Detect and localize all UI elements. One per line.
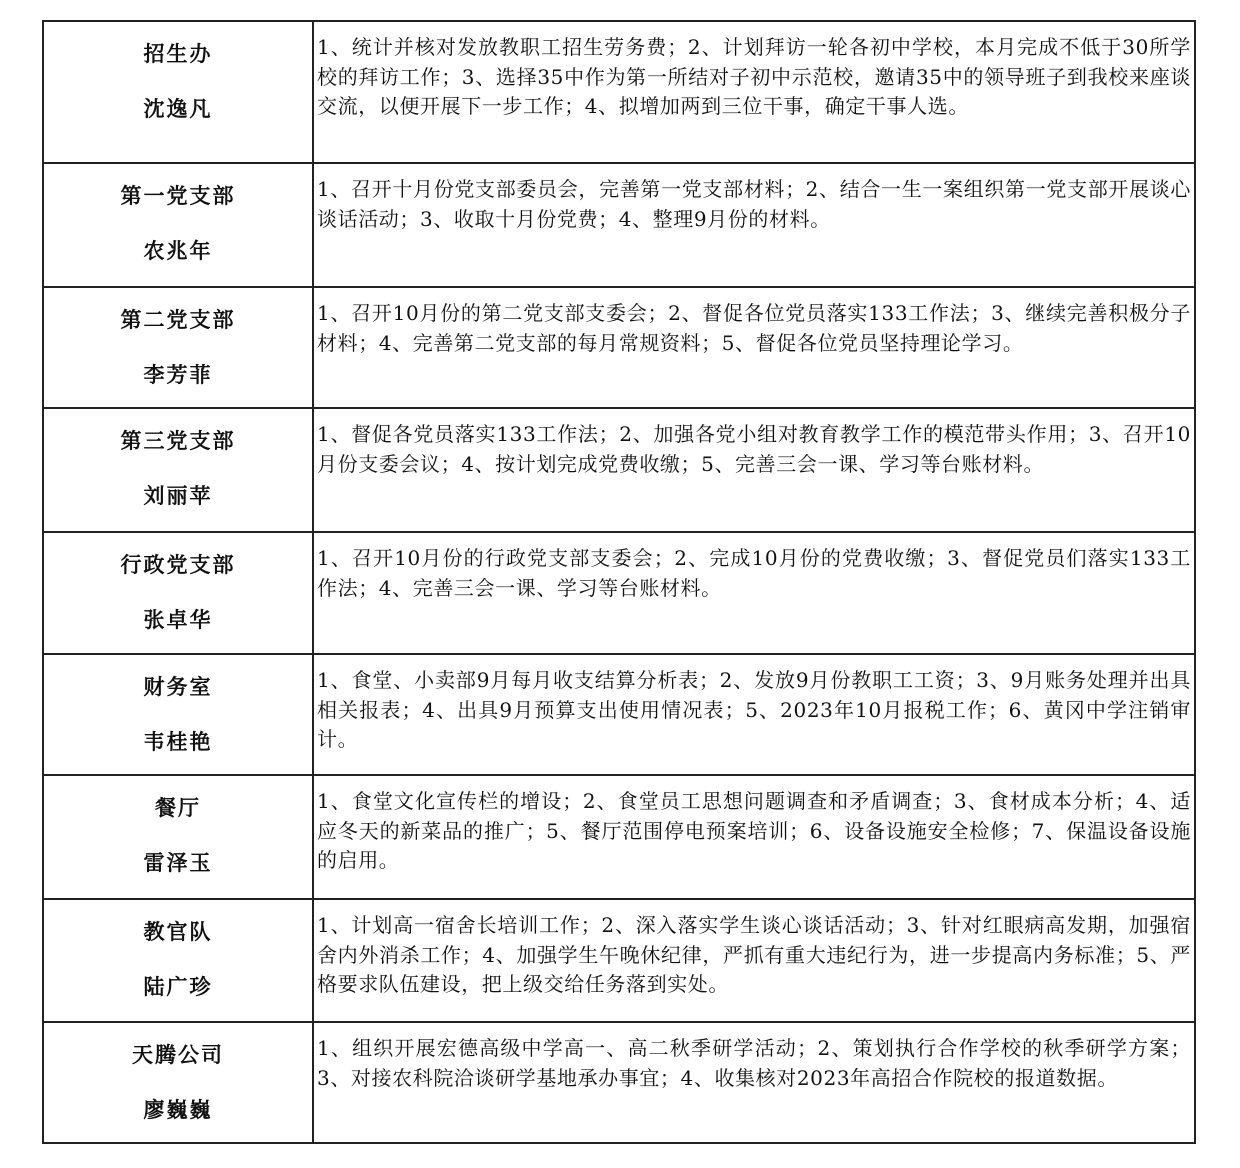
table-row xyxy=(43,21,1195,163)
unit-cell xyxy=(43,775,313,899)
task-text: 1、组织开展宏德高级中学高一、高二秋季研学活动；2、策划执行合作学校的秋季研学方案；3、对接农科院洽谈研学基地承办事宜；4、收集核对2023年高招合作院校的报道数据。 xyxy=(317,1036,1191,1090)
task-text: 1、督促各党员落实133工作法；2、加强各党小组对教育教学工作的模范带头作用；3、召开10月份支委会议；4、按计划完成党费收缴；5、完善三会一课、学习等台账材料。 xyxy=(317,422,1191,476)
unit-cell xyxy=(43,163,313,287)
unit-name: 招生办 xyxy=(143,42,213,66)
work-plan-table xyxy=(42,20,1196,1144)
task-cell xyxy=(313,408,1195,532)
table-row xyxy=(43,408,1195,532)
unit-cell xyxy=(43,408,313,532)
unit-person: 沈逸凡 xyxy=(143,97,213,121)
table-row xyxy=(43,654,1195,775)
unit-name: 行政党支部 xyxy=(120,553,236,577)
task-cell xyxy=(313,899,1195,1022)
unit-cell xyxy=(43,287,313,408)
unit-cell xyxy=(43,1022,313,1143)
unit-name: 第三党支部 xyxy=(120,429,236,453)
unit-person: 韦桂艳 xyxy=(143,730,213,754)
table-row xyxy=(43,775,1195,899)
unit-person: 刘丽苹 xyxy=(143,484,213,508)
task-cell xyxy=(313,163,1195,287)
table-row xyxy=(43,532,1195,654)
task-text: 1、食堂、小卖部9月每月收支结算分析表；2、发放9月份教职工工资；3、9月账务处理并出具相关报表；4、出具9月预算支出使用情况表；5、2023年10月报税工作；6、黄冈中学注销审计。 xyxy=(317,668,1191,751)
task-text: 1、计划高一宿舍长培训工作；2、深入落实学生谈心谈话活动；3、针对红眼病高发期，加强宿舍内外消杀工作；4、加强学生午晚休纪律，严抓有重大违纪行为，进一步提高内务标准；5、严格要求队伍建设，把上级交给任务落到实处。 xyxy=(317,913,1191,996)
unit-person: 陆广珍 xyxy=(143,975,213,999)
unit-name: 天腾公司 xyxy=(132,1043,224,1067)
unit-cell xyxy=(43,21,313,163)
table-row xyxy=(43,163,1195,287)
task-text: 1、召开十月份党支部委员会，完善第一党支部材料；2、结合一生一案组织第一党支部开展谈心谈话活动；3、收取十月份党费；4、整理9月份的材料。 xyxy=(317,177,1191,231)
task-text: 1、召开10月份的第二党支部支委会；2、督促各位党员落实133工作法；3、继续完善积极分子材料；4、完善第二党支部的每月常规资料；5、督促各位党员坚持理论学习。 xyxy=(317,301,1191,355)
unit-person: 张卓华 xyxy=(143,608,213,632)
task-text: 1、统计并核对发放教职工招生劳务费；2、计划拜访一轮各初中学校，本月完成不低于30所学校的拜访工作；3、选择35中作为第一所结对子初中示范校，邀请35中的领导班子到我校来座谈交流，以便开展下一步工作；4、拟增加两到三位干事，确定干事人选。 xyxy=(317,35,1191,118)
unit-name: 餐厅 xyxy=(155,796,201,820)
unit-person: 廖巍巍 xyxy=(143,1098,213,1122)
unit-cell xyxy=(43,654,313,775)
task-cell xyxy=(313,21,1195,163)
unit-cell xyxy=(43,532,313,654)
unit-person: 雷泽玉 xyxy=(143,851,213,875)
table-row xyxy=(43,1022,1195,1143)
table-row xyxy=(43,899,1195,1022)
task-text: 1、召开10月份的行政党支部支委会；2、完成10月份的党费收缴；3、督促党员们落实133工作法；4、完善三会一课、学习等台账材料。 xyxy=(317,546,1191,600)
unit-name: 第一党支部 xyxy=(120,184,236,208)
unit-name: 财务室 xyxy=(143,675,213,699)
task-cell xyxy=(313,287,1195,408)
task-text: 1、食堂文化宣传栏的增设；2、食堂员工思想问题调查和矛盾调查；3、食材成本分析；4、适应冬天的新菜品的推广；5、餐厅范围停电预案培训；6、设备设施安全检修；7、保温设备设施的启用。 xyxy=(317,789,1191,872)
unit-cell xyxy=(43,899,313,1022)
task-cell xyxy=(313,775,1195,899)
task-cell xyxy=(313,654,1195,775)
task-cell xyxy=(313,1022,1195,1143)
unit-person: 李芳菲 xyxy=(143,363,213,387)
task-cell xyxy=(313,532,1195,654)
unit-name: 第二党支部 xyxy=(120,308,236,332)
unit-name: 教官队 xyxy=(143,920,213,944)
table-row xyxy=(43,287,1195,408)
unit-person: 农兆年 xyxy=(143,239,213,263)
